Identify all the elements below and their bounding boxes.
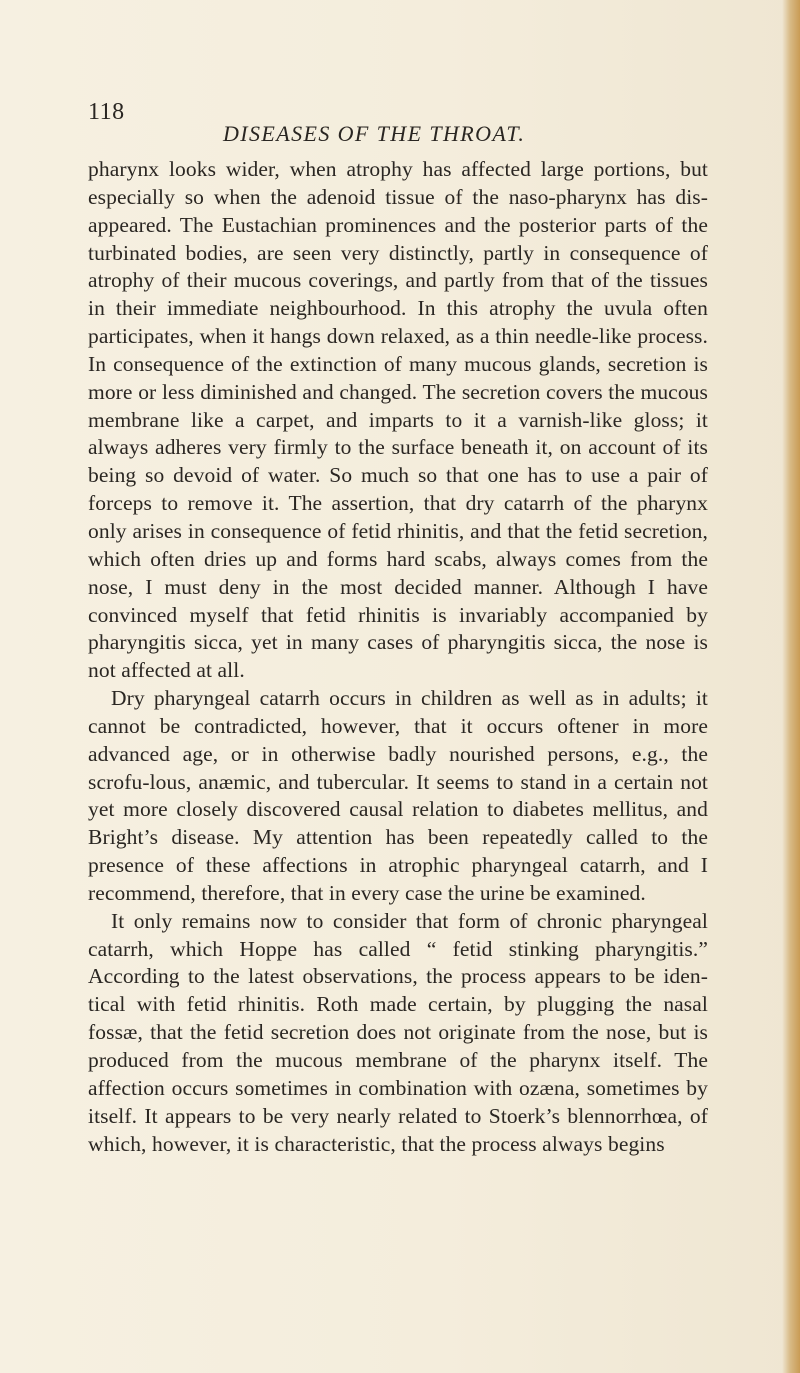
paragraph-3: It only remains now to consider that form of chronic pharyngeal catarrh, which Hoppe has called “ fetid stinking pharyngitis.” According to the latest observations, the process appears to be iden-tical with fetid rhinitis. Roth made certain, by plugging the nasal fossæ, that the fetid secretion does not originate from the nose, but is produced from the mucous membrane of the pharynx itself. The affection occurs sometimes in combination with ozæna, sometimes by itself. It appears to be very nearly related to Stoerk’s blennorrhœa, of which, however, it is characteristic, that the process always begins [88,908,708,1156]
paragraph-2: Dry pharyngeal catarrh occurs in children as well as in adults; it cannot be contradicted, however, that it occurs oftener in more advanced age, or in otherwise badly nourished persons, e.g., the scrofu-lous, anæmic, and tubercular. It seems to stand in a certain not yet more closely discovered causal relation to diabetes mellitus, and Bright’s disease. My attention has been repeatedly called to the presence of these affections in atrophic pharyngeal catarrh, and I recommend, therefore, that in every case the urine be examined. [88,686,708,905]
page-number: 118 [88,99,125,125]
running-head: DISEASES OF THE THROAT. [223,121,526,146]
page-body [88,156,708,1158]
page-edge-shadow [782,0,800,1373]
paragraph-1: pharynx looks wider, when atrophy has affected large portions, but especially so when the adenoid tissue of the naso-pharynx has dis-appeared. The Eustachian prominences and the posterior parts of the turbinated bodies, are seen very distinctly, partly in consequence of atrophy of their mucous coverings, and partly from that of the tissues in their immediate neighbourhood. In this atrophy the uvula often participates, when it hangs down relaxed, as a thin needle-like process. In consequence of the extinction of many mucous glands, secretion is more or less diminished and changed. The secretion covers the mucous membrane like a carpet, and imparts to it a varnish-like gloss; it always adheres very firmly to the surface beneath it, on account of its being so devoid of water. So much so that one has to use a pair of forceps to remove it. The assertion, that dry catarrh of the pharynx only arises in consequence of fetid rhinitis, and that the fetid secretion, which often dries up and forms hard scabs, always comes from the nose, I must deny in the most decided manner. Although I have convinced myself that fetid rhinitis is invariably accompanied by pharyngitis sicca, yet in many cases of pharyngitis sicca, the nose is not affected at all. [88,157,708,683]
